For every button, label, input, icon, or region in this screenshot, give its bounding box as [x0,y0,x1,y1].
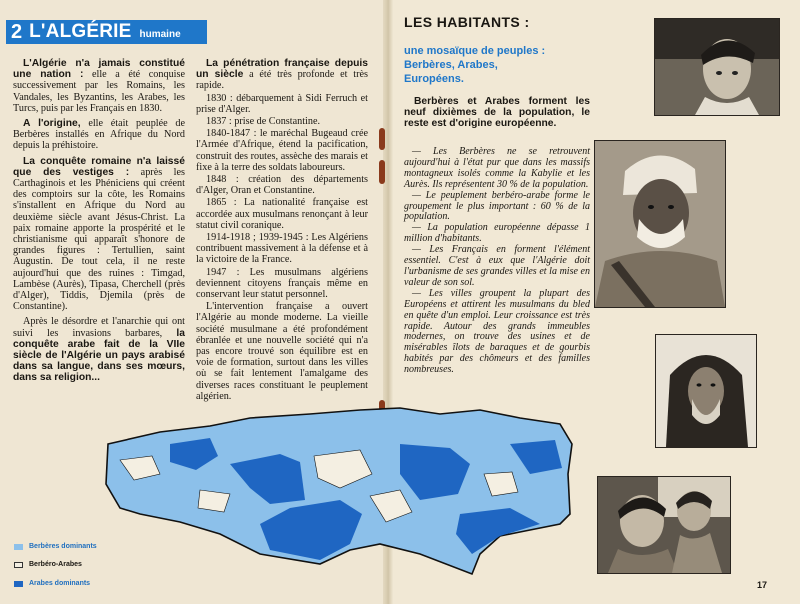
paragraph-lead-bold: A l'origine, [23,118,81,130]
paragraph-villes: — Les villes groupent la plupart des Européens et attirent les musulmans du bled en quête d'un emploi. Leur croissance est très rapide. Autour des grands immeubles modernes, on trouve des usines et de misérables îlots de baraques et de gourbis habités par des chômeurs et des familles nombreuses. [404,287,590,376]
paragraph-berbero-arabe: — Le peuplement berbéro-arabe forme le groupement le plus important : 60 % de la population. [404,189,590,223]
paragraph-lead-bold: La conquête romaine n'a laissé que des vestiges : [13,155,185,178]
paragraph-text: elle était peuplée de Berbères installés en Afrique du Nord depuis la préhistoire. [13,118,185,152]
timeline-1830: 1830 : débarquement à Sidi Ferruch et prise d'Alger. [196,92,368,115]
paragraph-europeenne: — La population européenne dépasse 1 million d'habitants. [404,222,590,245]
legend-berberes [14,543,97,550]
paragraph-lead-bold: L'Algérie n'a jamais constitué une nation : [13,58,185,81]
photo-boy [654,18,780,116]
paragraph-modern: L'intervention française a ouvert l'Algérie au monde moderne. La vieille société musulmane a été profondément ébranlée et une nouvelle société qui n'a pas encore trouvé son équilibre est en voie de formation, surtout dans les villes où se fait lentement l'amalgame des diverses races constituant le peuplement algérien. [196,301,368,402]
paragraph-origin [13,118,185,152]
page-number: 17 [757,580,768,590]
paragraph-text: elle a été conquise successivement par les Romains, les Vandales, les Byzantins, les Arabes, les Turcs, puis par les Français en 1830. [13,69,185,114]
legend-swatch-dark [14,581,23,587]
population-map [100,404,580,580]
section-title: L'ALGÉRIE [29,21,132,42]
photo-veiled-man [655,334,757,448]
right-heading: LES HABITANTS : [404,14,530,30]
timeline-1848: 1848 : création des départements d'Alger, Oran et Constantine. [196,174,368,197]
paragraph-penetration [196,58,368,92]
legend-label: Arabes dominants [29,580,91,587]
paragraph-lead-bold: La pénétration française depuis un siècle [196,58,368,81]
paragraph-roman [13,156,185,313]
section-header [6,20,207,44]
map-region-white-5 [198,490,230,512]
legend-label: Berbéro-Arabes [29,561,82,568]
staple-top-2 [379,160,385,184]
staple-top [379,128,385,150]
section-subtitle: humaine [139,29,181,40]
timeline-1840: 1840-1847 : le maréchal Bugeaud crée l'Armée d'Afrique, étend la pacification, construit des routes, assèche des marais et fixe à la terre des soldats laboureurs. [196,128,368,173]
right-text-column [404,147,590,376]
section-number: 2 [11,20,23,43]
timeline-1914: 1914-1918 ; 1939-1945 : Les Algériens contribuent massivement à la défense et à la victoire de la France. [196,232,368,266]
paragraph-francais: — Les Français en forment l'élément essentiel. C'est à eux que l'Algérie doit l'urbanisme de ses grandes villes et la mise en valeur de son sol. [404,244,590,288]
paragraph-nation [13,58,185,114]
legend-swatch-light [14,544,23,550]
paragraph-berberes: — Les Berbères ne se retrouvent aujourd'hui à l'état pur que dans les massifs montagneux isolés comme la Kabylie et les Aurès. Ils représentent 30 % de la population. [404,146,590,190]
photo-old-man-turban [594,140,726,308]
legend-berbero-arabes [14,561,82,568]
photo-children [597,476,731,574]
timeline-1837: 1837 : prise de Constantine. [206,116,321,128]
right-lead: Berbères et Arabes forment les neuf dixièmes de la population, le reste est d'origine européenne. [404,96,590,130]
text-column-1 [13,58,185,388]
paragraph-text: après les Carthaginois et les Phéniciens qui créent des comptoirs sur la côte, les Romains s'installent en Afrique du Nord au deuxième siècle avant Jésus-Christ. La paix romaine apporte la prospérité et le christianisme qui apparaît s'honore de grandes figures : Tertullien, saint Augustin. De tout cela, il ne reste aujourd'hui que des ruines : Timgad, Lambèse (Aurès), Tipasa, Cherchell (près d'Alger), Tiddis, Djemila (près de Constantine). [13,166,186,313]
timeline-1947: 1947 : Les musulmans algériens deviennent citoyens français même en conservant leur statut personnel. [196,266,368,301]
paragraph-arab [13,316,185,383]
legend-swatch-white [14,562,23,568]
legend-arabes [14,580,90,587]
legend-label: Berbères dominants [29,543,97,550]
timeline-1865: 1865 : La nationalité française est accordée aux musulmans renonçant à leur statut civil coranique. [196,197,368,231]
right-subheading: une mosaïque de peuples : Berbères, Arabes, Européens. [404,45,546,85]
text-column-2 [196,58,368,403]
paragraph-bold-tail: la conquête arabe fait de la VIIe siècle de l'Algérie un pays arabisé dans sa langue, dans ses mœurs, dans sa religion... [13,327,185,384]
paragraph-text: Après le désordre et l'anarchie qui ont suivi les invasions barbares, [13,316,185,339]
paragraph-text: a été très profonde et très rapide. [196,69,368,92]
